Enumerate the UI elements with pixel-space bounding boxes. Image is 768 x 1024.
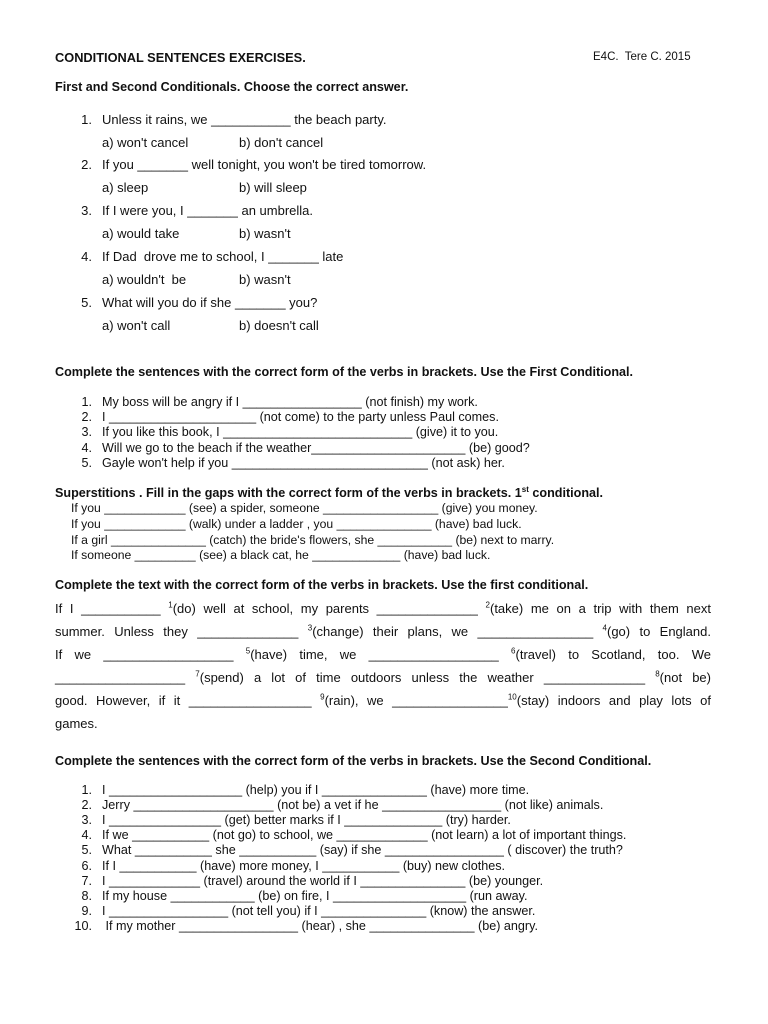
sentence-number: 8.	[81, 888, 92, 903]
paragraph-text: (travel) to Scotland, too. We	[515, 647, 711, 662]
sentence-text: If my mother _________________ (hear) , she _______________ (be) angry.	[102, 918, 538, 933]
gap-number: 7	[195, 669, 200, 679]
option-a: a) won't call	[102, 318, 171, 333]
gap-number: 4	[602, 623, 607, 633]
sentence-text: If my house ____________ (be) on fire, I ___________________ (run away.	[102, 888, 528, 903]
sentence-text: Gayle won't help if you ____________________________ (not ask) her.	[102, 455, 505, 470]
gap-number: 10	[507, 692, 517, 702]
paragraph-text: games.	[55, 716, 98, 731]
sentence-text: Will we go to the beach if the weather______________________ (be) good?	[102, 440, 530, 455]
sentence-number: 2.	[81, 798, 92, 813]
paragraph-text: (stay) indoors and play lots of	[516, 693, 711, 708]
paragraph-text: (change) their plans, we ________________	[312, 624, 603, 639]
option-b: b) wasn't	[239, 272, 291, 287]
sentence-number: 3.	[81, 813, 92, 828]
option-a: a) sleep	[102, 180, 149, 195]
superstition-sentence: If you ____________ (see) a spider, someone _________________ (give) you money.	[71, 501, 538, 515]
paragraph-text: __________________	[55, 670, 196, 685]
option-b: b) don't cancel	[239, 135, 324, 150]
section3-instruction-tail: conditional.	[528, 486, 604, 500]
sentence-number: 3.	[81, 425, 92, 440]
sentence-text: What ___________ she ___________ (say) if she _________________ ( discover) the truth?	[102, 843, 623, 858]
sentence-number: 10.	[74, 918, 92, 933]
question-number: 1.	[81, 112, 92, 127]
option-a: a) wouldn't be	[102, 272, 187, 287]
paragraph-text: (take) me on a trip with them next	[489, 601, 711, 616]
question-text: What will you do if she _______ you?	[102, 295, 318, 310]
option-b: b) wasn't	[239, 226, 291, 241]
superstition-sentence: If someone _________ (see) a black cat, he _____________ (have) bad luck.	[71, 548, 491, 563]
sentence-number: 1.	[81, 395, 92, 409]
sentence-number: 9.	[81, 903, 92, 918]
question-number: 4.	[81, 249, 92, 264]
sentence-number: 2.	[81, 410, 92, 425]
section3-instruction-text: Superstitions . Fill in the gaps with the correct form of the verbs in brackets. 1	[55, 486, 522, 500]
paragraph-line	[55, 648, 711, 661]
question-text: If Dad drove me to school, I _______ late	[102, 249, 344, 264]
section5-instruction: Complete the sentences with the correct form of the verbs in brackets. Use the Second Conditional.	[55, 754, 652, 768]
paragraph-text: (do) well at school, my parents ______________	[172, 601, 486, 616]
paragraph-line	[55, 694, 711, 707]
paragraph-line	[55, 671, 711, 684]
sentence-number: 5.	[81, 455, 92, 470]
sentence-text: Jerry ____________________ (not be) a vet if he _________________ (not like) animals.	[102, 798, 604, 813]
option-a: a) won't cancel	[102, 135, 189, 150]
option-b: b) doesn't call	[239, 318, 319, 333]
paragraph-line	[55, 625, 711, 638]
paragraph-text: (spend) a lot of time outdoors unless the weather ______________	[199, 670, 656, 685]
superstition-sentence: If a girl ______________ (catch) the bride's flowers, she ___________ (be) next to marry.	[71, 532, 555, 547]
sentence-text: My boss will be angry if I _________________ (not finish) my work.	[102, 395, 478, 409]
question-text: If you _______ well tonight, you won't be tired tomorrow.	[102, 157, 427, 172]
paragraph-text: good. However, if it _________________	[55, 693, 321, 708]
question-number: 5.	[81, 295, 92, 310]
superstition-sentence: If you ____________ (walk) under a ladder , you ______________ (have) bad luck.	[71, 516, 522, 531]
section2-instruction: Complete the sentences with the correct form of the verbs in brackets. Use the First Conditional.	[55, 365, 634, 379]
question-number: 2.	[81, 157, 92, 172]
sentence-number: 4.	[81, 828, 92, 843]
sentence-text: If we ___________ (not go) to school, we _____________ (not learn) a lot of important things.	[102, 828, 627, 843]
sentence-number: 6.	[81, 858, 92, 873]
sentence-text: I _____________ (travel) around the world if I _______________ (be) younger.	[102, 873, 544, 888]
section4-instruction: Complete the text with the correct form of the verbs in brackets. Use the first conditional.	[55, 578, 589, 592]
gap-number: 5	[245, 646, 251, 656]
sentence-text: If you like this book, I ___________________________ (give) it to you.	[102, 425, 499, 440]
paragraph-text: If I ___________	[55, 601, 169, 616]
paragraph-text: (have) time, we __________________	[250, 647, 512, 662]
sentence-text: If I ___________ (have) more money, I ___________ (buy) new clothes.	[102, 858, 506, 873]
question-text: If I were you, I _______ an umbrella.	[102, 203, 314, 218]
sentence-text: I _____________________ (not come) to the party unless Paul comes.	[102, 410, 499, 425]
question-text: Unless it rains, we ___________ the beach party.	[102, 112, 387, 127]
option-b: b) will sleep	[239, 180, 307, 195]
sentence-text: I _________________ (not tell you) if I _______________ (know) the answer.	[102, 903, 536, 918]
question-number: 3.	[81, 203, 92, 218]
gap-number: 9	[320, 692, 325, 702]
gap-number: 2	[485, 600, 490, 610]
sentence-text: I ___________________ (help) you if I _______________ (have) more time.	[102, 783, 530, 797]
paragraph-text: If we __________________	[55, 647, 246, 662]
sentence-number: 4.	[81, 440, 92, 455]
option-a: a) would take	[102, 226, 180, 241]
section3-instruction-sup: st	[521, 484, 529, 494]
paragraph-line	[55, 717, 711, 730]
paragraph-line	[55, 602, 711, 615]
paragraph-text: (go) to England.	[607, 624, 711, 639]
paragraph-text: (not be)	[659, 670, 711, 685]
sentence-number: 7.	[81, 873, 92, 888]
paragraph-text: (rain), we ________________	[324, 693, 508, 708]
gap-number: 6	[511, 646, 516, 656]
paragraph-text: summer. Unless they ______________	[55, 624, 308, 639]
page-title: CONDITIONAL SENTENCES EXERCISES.	[55, 50, 306, 65]
sentence-number: 1.	[81, 783, 92, 797]
gap-number: 3	[307, 623, 313, 633]
sentence-number: 5.	[81, 843, 92, 858]
gap-number: 1	[168, 600, 173, 610]
document-code: E4C. Tere C. 2015	[593, 51, 691, 63]
gap-number: 8	[655, 669, 660, 679]
sentence-text: I ________________ (get) better marks if I ______________ (try) harder.	[102, 813, 511, 828]
section1-instruction: First and Second Conditionals. Choose the correct answer.	[55, 80, 409, 94]
section3-instruction	[55, 484, 604, 500]
